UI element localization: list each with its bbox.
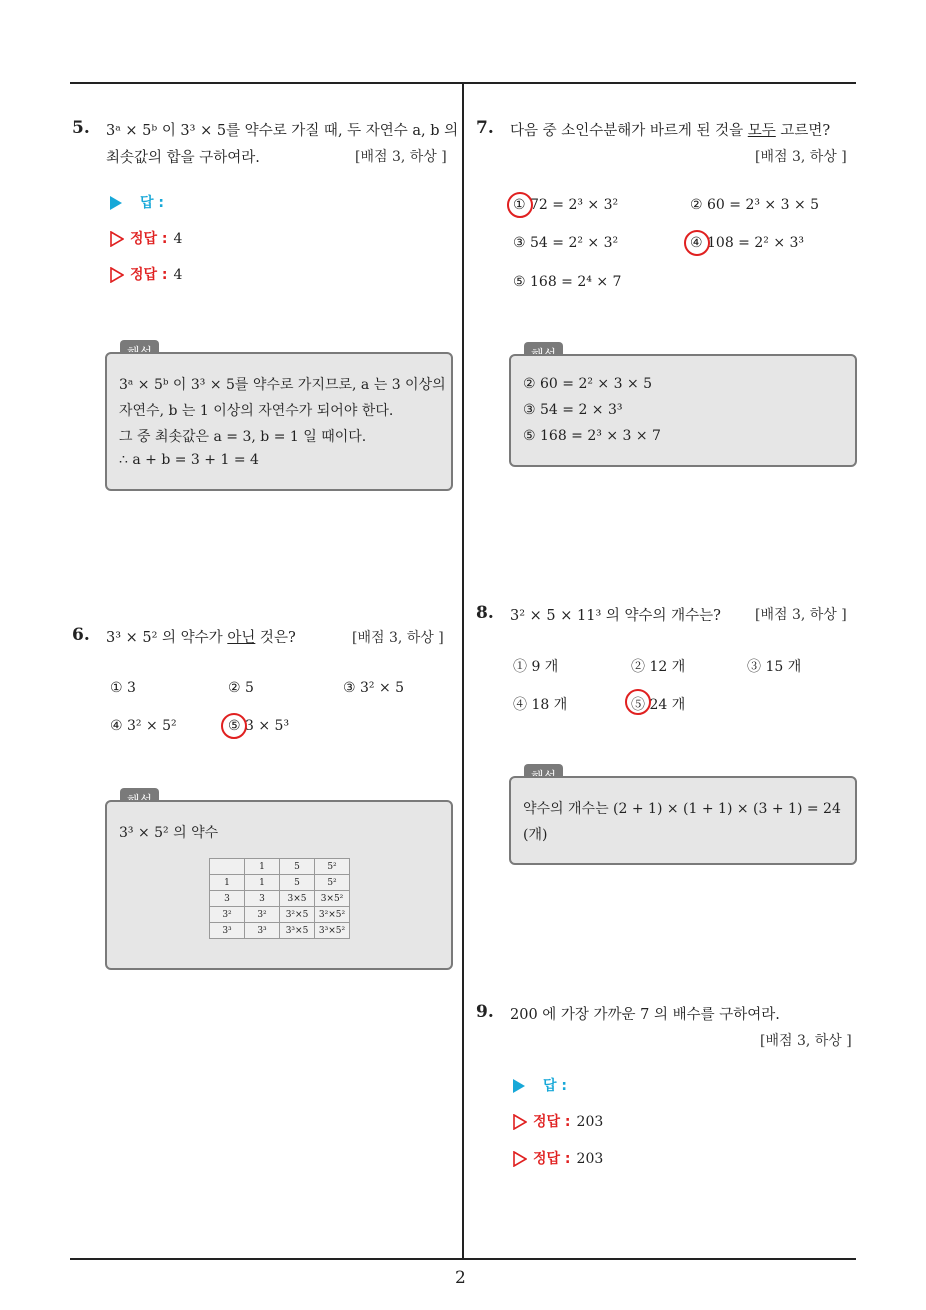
q7-text-post: 고르면? bbox=[775, 123, 831, 139]
q5-text-line1: 3ᵃ × 5ᵇ 이 3³ × 5를 약수로 가질 때, 두 자연수 a, b 의 bbox=[106, 123, 459, 139]
table-row bbox=[210, 907, 350, 923]
q8-score: [배점 3, 하상 ] bbox=[755, 607, 847, 623]
table-cell bbox=[210, 859, 245, 875]
table-cell: 5² bbox=[315, 859, 350, 875]
outline-triangle-icon bbox=[110, 231, 124, 247]
q5-correct-value: 4 bbox=[173, 267, 183, 283]
table-row bbox=[210, 875, 350, 891]
q7-option-4[interactable]: ④ 108 = 2² × 3³ bbox=[690, 235, 805, 251]
q5-expl-line: 자연수, b 는 1 이상의 자연수가 되어야 한다. bbox=[119, 403, 394, 419]
q6-text-underlined: 아닌 bbox=[227, 630, 256, 646]
q9-answer-row[interactable] bbox=[513, 1075, 567, 1095]
table-row bbox=[210, 891, 350, 907]
q5-number: 5. bbox=[72, 118, 90, 138]
table-cell: 3²×5 bbox=[280, 907, 315, 923]
q8-option-5[interactable]: ⑤ 24 개 bbox=[631, 697, 686, 713]
q6-divisor-table bbox=[209, 858, 350, 939]
q7-score: [배점 3, 하상 ] bbox=[755, 149, 847, 165]
q5-correct-row-1 bbox=[110, 228, 182, 248]
table-row bbox=[210, 923, 350, 939]
q9-correct-row-1 bbox=[513, 1111, 603, 1131]
q8-option-3[interactable]: ③ 15 개 bbox=[747, 659, 802, 675]
q6-answer-circle-mark bbox=[221, 713, 247, 739]
q7-option-2[interactable]: ② 60 = 2³ × 3 × 5 bbox=[690, 197, 820, 213]
q8-number: 8. bbox=[476, 603, 494, 623]
q9-correct-label: 정답 : bbox=[533, 1151, 571, 1167]
q9-number: 9. bbox=[476, 1002, 494, 1022]
q9-correct-label: 정답 : bbox=[533, 1114, 571, 1130]
q6-option-3[interactable]: ③ 3² × 5 bbox=[343, 680, 405, 696]
q8-option-2[interactable]: ② 12 개 bbox=[631, 659, 686, 675]
q8-expl-line: 약수의 개수는 (2 + 1) × (1 + 1) × (3 + 1) = 24 bbox=[523, 801, 841, 817]
q7-answer-circle-mark bbox=[684, 230, 710, 256]
q8-option-4[interactable]: ④ 18 개 bbox=[513, 697, 568, 713]
page-number: 2 bbox=[455, 1268, 466, 1288]
table-cell: 3×5² bbox=[315, 891, 350, 907]
q9-correct-value: 203 bbox=[576, 1151, 604, 1167]
q7-text-pre: 다음 중 소인수분해가 바르게 된 것을 bbox=[510, 123, 748, 139]
q5-explanation-box bbox=[105, 352, 453, 491]
q5-correct-value: 4 bbox=[173, 231, 183, 247]
play-triangle-icon bbox=[513, 1079, 525, 1093]
q6-number: 6. bbox=[72, 625, 90, 645]
table-cell: 3²×5² bbox=[315, 907, 350, 923]
table-cell: 3³×5² bbox=[315, 923, 350, 939]
q5-score: [배점 3, 하상 ] bbox=[355, 149, 447, 165]
bottom-rule bbox=[70, 1258, 856, 1260]
table-cell: 3³ bbox=[210, 923, 245, 939]
q5-answer-row[interactable] bbox=[110, 192, 164, 212]
table-cell: 1 bbox=[245, 875, 280, 891]
q7-text-underlined: 모두 bbox=[747, 123, 776, 139]
q8-answer-circle-mark bbox=[625, 689, 651, 715]
table-cell: 3² bbox=[245, 907, 280, 923]
q6-text bbox=[106, 626, 296, 647]
q7-option-3[interactable]: ③ 54 = 2² × 3² bbox=[513, 235, 619, 251]
table-cell: 3² bbox=[210, 907, 245, 923]
q8-option-1[interactable]: ① 9 개 bbox=[513, 659, 559, 675]
q6-explanation-box bbox=[105, 800, 453, 970]
q6-option-2[interactable]: ② 5 bbox=[228, 680, 254, 696]
q5-expl-line: 3ᵃ × 5ᵇ 이 3³ × 5를 약수로 가지므로, a 는 3 이상의 bbox=[119, 377, 446, 393]
q7-text bbox=[510, 119, 830, 140]
q5-expl-line: 그 중 최솟값은 a = 3, b = 1 일 때이다. bbox=[119, 429, 367, 445]
q7-option-5[interactable]: ⑤ 168 = 2⁴ × 7 bbox=[513, 274, 622, 290]
q7-option-1[interactable]: ① 72 = 2³ × 3² bbox=[513, 197, 619, 213]
q7-expl-line: ② 60 = 2² × 3 × 5 bbox=[523, 376, 653, 392]
q6-option-4[interactable]: ④ 3² × 5² bbox=[110, 718, 177, 734]
q6-expl-line: 3³ × 5² 의 약수 bbox=[119, 825, 219, 841]
outline-triangle-icon bbox=[513, 1151, 527, 1167]
table-cell: 3³×5 bbox=[280, 923, 315, 939]
q6-text-post: 것은? bbox=[255, 630, 296, 646]
table-row bbox=[210, 859, 350, 875]
table-cell: 5 bbox=[280, 859, 315, 875]
q5-expl-line: ∴ a + b = 3 + 1 = 4 bbox=[119, 452, 259, 468]
q6-score: [배점 3, 하상 ] bbox=[352, 630, 444, 646]
table-cell: 1 bbox=[245, 859, 280, 875]
q9-correct-value: 203 bbox=[576, 1114, 604, 1130]
q7-expl-line: ③ 54 = 2 × 3³ bbox=[523, 402, 623, 418]
q5-text-line2: 최솟값의 합을 구하여라. bbox=[106, 150, 260, 166]
q7-number: 7. bbox=[476, 118, 494, 138]
q9-score: [배점 3, 하상 ] bbox=[760, 1033, 852, 1049]
table-cell: 1 bbox=[210, 875, 245, 891]
outline-triangle-icon bbox=[513, 1114, 527, 1130]
q7-explanation-box bbox=[509, 354, 857, 467]
column-divider bbox=[462, 82, 464, 1259]
q9-answer-label: 답 : bbox=[543, 1078, 567, 1094]
q9-text: 200 에 가장 가까운 7 의 배수를 구하여라. bbox=[510, 1007, 780, 1023]
outline-triangle-icon bbox=[110, 267, 124, 283]
q7-expl-line: ⑤ 168 = 2³ × 3 × 7 bbox=[523, 428, 661, 444]
q5-correct-label: 정답 : bbox=[130, 231, 168, 247]
q8-text: 3² × 5 × 11³ 의 약수의 개수는? bbox=[510, 608, 721, 624]
q5-correct-label: 정답 : bbox=[130, 267, 168, 283]
q8-explanation-box bbox=[509, 776, 857, 865]
table-cell: 3×5 bbox=[280, 891, 315, 907]
q8-expl-line: (개) bbox=[523, 827, 548, 843]
q6-option-1[interactable]: ① 3 bbox=[110, 680, 136, 696]
play-triangle-icon bbox=[110, 196, 122, 210]
q6-text-pre: 3³ × 5² 의 약수가 bbox=[106, 630, 228, 646]
q5-answer-label: 답 : bbox=[140, 195, 164, 211]
q6-option-5[interactable]: ⑤ 3 × 5³ bbox=[228, 718, 290, 734]
q7-answer-circle-mark bbox=[507, 192, 533, 218]
table-cell: 5 bbox=[280, 875, 315, 891]
q5-correct-row-2 bbox=[110, 264, 182, 284]
table-cell: 5² bbox=[315, 875, 350, 891]
table-cell: 3 bbox=[245, 891, 280, 907]
q9-correct-row-2 bbox=[513, 1148, 603, 1168]
table-cell: 3³ bbox=[245, 923, 280, 939]
table-cell: 3 bbox=[210, 891, 245, 907]
